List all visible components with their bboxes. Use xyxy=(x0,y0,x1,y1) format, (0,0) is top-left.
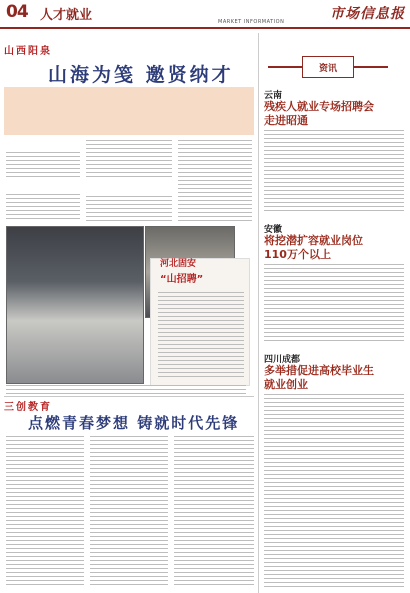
feature-title: “山招聘” xyxy=(160,274,204,285)
feature-body xyxy=(158,292,244,378)
masthead-logo: 市场信息报 xyxy=(330,6,405,22)
story-kicker: 山西阳泉 xyxy=(4,46,52,57)
story-column-text xyxy=(6,436,84,588)
story-headline: 点燃青春梦想 铸就时代先锋 xyxy=(28,414,240,432)
sidebar-item-body xyxy=(264,130,404,212)
sidebar-item-region: 云南 xyxy=(264,91,283,101)
sidebar-item-title: 将挖潜扩容就业岗位 xyxy=(264,234,363,247)
story-column-text xyxy=(6,194,80,222)
english-title: MARKET INFORMATION xyxy=(218,19,285,25)
sidebar-header xyxy=(268,56,388,78)
header-rule xyxy=(0,27,410,29)
feature-region: 河北固安 xyxy=(160,259,197,269)
sidebar-label: 资讯 xyxy=(302,56,354,78)
sidebar-item-title: 就业创业 xyxy=(264,378,308,391)
story-intro-box xyxy=(4,87,254,135)
sidebar-item-title: 残疾人就业专场招聘会 xyxy=(264,100,374,113)
story-photo xyxy=(6,226,144,384)
story-column-text xyxy=(86,140,172,180)
story-column-text xyxy=(90,436,168,588)
story-column-text xyxy=(174,436,254,588)
section-divider xyxy=(4,396,254,397)
sidebar-item-region: 安徽 xyxy=(264,225,283,235)
sidebar-item-title: 多举措促进高校毕业生 xyxy=(264,364,374,377)
sidebar-item-title: 110万个以上 xyxy=(264,248,331,261)
story-column-text xyxy=(86,196,172,222)
story-headline: 山海为笺 邀贤纳才 xyxy=(48,64,234,86)
story-kicker: 三创教育 xyxy=(4,402,52,413)
sidebar-item-title: 走进昭通 xyxy=(264,114,308,127)
sidebar-item-body xyxy=(264,394,404,590)
page-number: 04 xyxy=(6,2,28,22)
sidebar-item-body xyxy=(264,264,404,344)
sidebar-item-region: 四川成都 xyxy=(264,355,301,365)
section-title: 人才就业 xyxy=(40,8,93,23)
story-column-text xyxy=(6,152,80,178)
story-column-text xyxy=(178,140,252,222)
